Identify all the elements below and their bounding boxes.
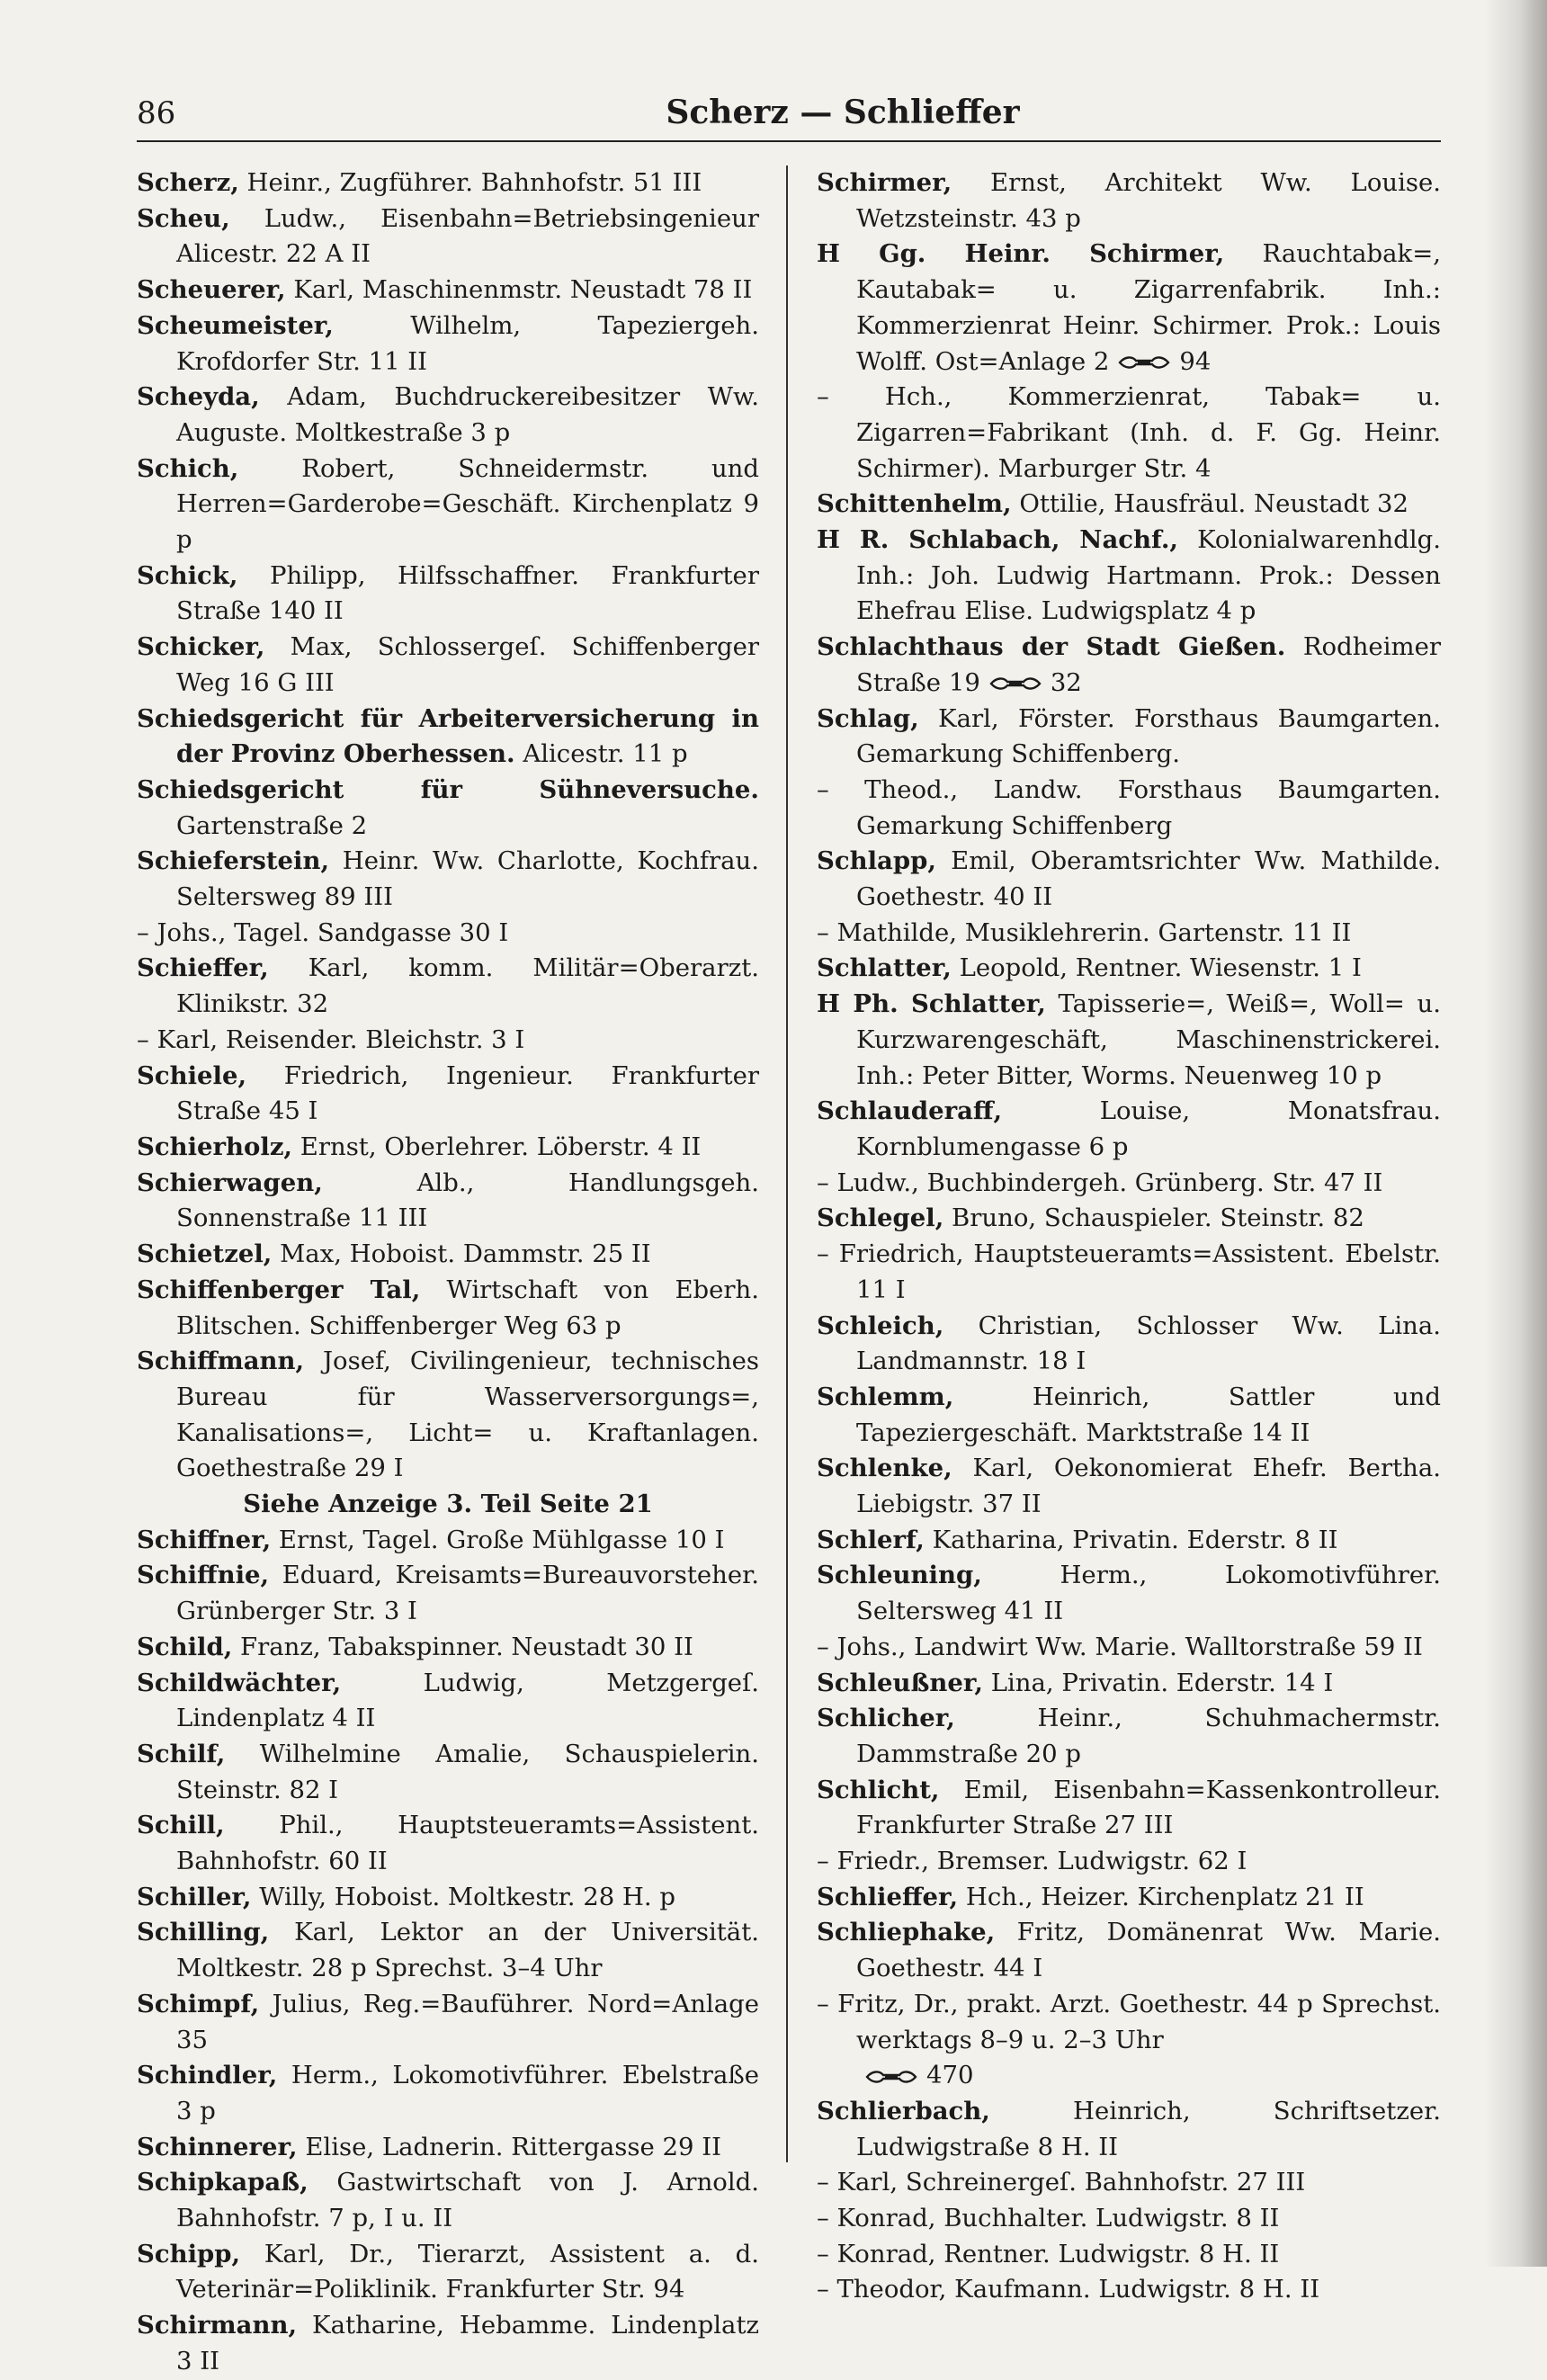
entry-details: Alicestr. 11 p [523,739,688,769]
running-head: Scherz — Schlieffer [666,94,1020,131]
directory-entry [137,2308,759,2379]
left-column [137,166,759,2380]
directory-entry [137,1059,759,1130]
entry-name: Schilling, [137,1918,270,1947]
phone-number: 32 [1050,667,1082,697]
entry-details: Philipp, Hilfsschaffner. Frankfurter Straße 140 II [176,560,759,626]
entry-details: Adam, Buchdruckereibesitzer Ww. Auguste. Moltkestraße 3 p [176,382,759,447]
entry-name: Schimpf, [137,1989,260,2018]
directory-entry [817,702,1441,773]
entry-name: Schlieffer, [817,1882,959,1911]
directory-entry [817,487,1441,523]
telephone-icon [865,2069,917,2085]
entry-details: – Johs., Tagel. Sandgasse 30 I [137,917,509,947]
directory-entry [137,1558,759,1629]
entry-name: Schiffenberger Tal, [137,1275,421,1304]
entry-name: Schliephake, [817,1918,996,1947]
entry-details: Katharine, Hebamme. Lindenplatz 3 II [176,2311,759,2376]
entry-name: Schleich, [817,1311,944,1340]
directory-entry [137,916,759,952]
entry-details: Leopold, Rentner. Wiesenstr. 1 I [959,953,1362,983]
entry-name: Schlachthaus der Stadt Gießen. [817,632,1286,662]
directory-entry [817,2165,1441,2201]
directory-entry [137,559,759,630]
entry-details: Tapisserie=, Weiß=, Woll= u. Kurzwarengeschäft, Maschinenstrickerei. Inh.: Peter Bitter, Worms. Neuenweg 10 p [856,989,1441,1090]
directory-entry [817,1915,1441,1986]
entry-details: Max, Schlossergeſ. Schiffenberger Weg 16 G III [176,632,759,697]
directory-entry [817,987,1441,1094]
entry-name: Schill, [137,1811,225,1840]
entry-details: – Friedrich, Hauptsteueramts=Assistent. Ebelstr. 11 I [817,1239,1441,1304]
entry-details: Louise, Monatsfrau. Kornblumengasse 6 p [856,1096,1441,1161]
entry-details: Alb., Handlungsgeh. Sonnenstraße 11 III [176,1168,759,1233]
entry-name: Schierholz, [137,1132,293,1161]
entry-details: – Fritz, Dr., prakt. Arzt. Goethestr. 44 p Sprechst. werktags 8–9 u. 2–3 Uhr [817,1989,1441,2054]
entry-details: Rodheimer Straße 19 [856,632,1441,697]
directory-entry [817,1523,1441,1559]
directory-entry [137,201,759,273]
directory-entry [137,1666,759,1737]
entry-details: Siehe Anzeige 3. Teil Seite 21 [243,1490,653,1519]
entry-name: Scheyda, [137,382,260,412]
entry-details: – Konrad, Buchhalter. Ludwigstr. 8 II [817,2204,1280,2233]
directory-entry [817,1666,1441,1702]
directory-entry [137,844,759,915]
directory-entry [817,2094,1441,2165]
directory-entry [137,630,759,701]
directory-entry [817,951,1441,987]
entry-details: Heinr., Zugführer. Bahnhofstr. 51 III [246,168,702,197]
directory-entry [137,1023,759,1059]
directory-entry [137,1737,759,1808]
directory-entry [817,1558,1441,1629]
entry-name: Scheumeister, [137,310,334,340]
directory-entry [137,1130,759,1166]
directory-entry [137,1808,759,1879]
page-number: 86 [137,95,176,131]
directory-entry [137,1344,759,1487]
entry-details: Robert, Schneidermstr. und Herren=Garderobe=Geschäft. Kirchenplatz 9 p [176,453,759,555]
entry-name: Schlierbach, [817,2096,990,2125]
entry-details: Ernst, Oberlehrer. Löberstr. 4 II [300,1132,702,1161]
directory-entry [137,951,759,1022]
directory-entry [137,2130,759,2166]
entry-name: Schindler, [137,2061,278,2090]
directory-entry [817,1987,1441,2094]
entry-details: Ludwig, Metzgergeſ. Lindenplatz 4 II [176,1668,759,1733]
entry-name: Schlicht, [817,1775,940,1804]
entry-details: Karl, Dr., Tierarzt, Assistent a. d. Veterinär=Poliklinik. Frankfurter Str. 94 [176,2239,759,2304]
directory-entry [137,380,759,451]
entry-name: Schlemm, [817,1382,954,1411]
directory-entry [817,1201,1441,1237]
entry-name: Schieferstein, [137,846,330,876]
entry-details: Rauchtabak=, Kautabak= u. Zigarrenfabrik. Inh.: Kommerzienrat Heinr. Schirmer. Prok.: Louis Wolff. Ost=Anlage 2 [856,239,1441,376]
entry-name: Schild, [137,1632,233,1661]
directory-entry [137,2165,759,2236]
entry-details: Wilhelm, Tapeziergeh. Krofdorfer Str. 11 II [176,310,759,376]
entry-details: Max, Hoboist. Dammstr. 25 II [280,1239,651,1269]
entry-name: Schleußner, [817,1668,983,1697]
directory-entry [137,2237,759,2308]
entry-details: Lina, Privatin. Ederstr. 14 I [990,1668,1334,1697]
directory-entry [137,1523,759,1559]
entry-name: Schick, [137,560,238,590]
telephone-icon [989,676,1042,692]
entry-details: Karl, Maschinenmstr. Neustadt 78 II [293,275,753,305]
directory-entry [137,2058,759,2129]
entry-name: Schich, [137,453,239,483]
directory-entry [817,630,1441,701]
entry-details: Willy, Hoboist. Moltkestr. 28 H. p [259,1882,675,1911]
directory-entry [137,273,759,309]
entry-details: Bruno, Schauspieler. Steinstr. 82 [952,1203,1364,1233]
directory-entry [137,1273,759,1344]
directory-entry [817,2272,1441,2308]
entry-details: Emil, Eisenbahn=Kassenkontrolleur. Frankfurter Straße 27 III [856,1775,1441,1840]
advertisement-note [137,1487,759,1523]
directory-entry [817,1166,1441,1202]
entry-details: Christian, Schlosser Ww. Lina. Landmannstr. 18 I [856,1311,1441,1376]
entry-details: Ottilie, Hausfräul. Neustadt 32 [1019,489,1409,519]
directory-entry [137,1987,759,2058]
entry-details: Wilhelmine Amalie, Schauspielerin. Steinstr. 82 I [176,1739,759,1804]
directory-entry [817,1701,1441,1772]
entry-details: Ernst, Tagel. Große Mühlgasse 10 I [278,1525,725,1554]
entry-details: Julius, Reg.=Bauführer. Nord=Anlage 35 [176,1989,759,2054]
directory-entry [817,1630,1441,1666]
entry-name: Schiedsgericht für Sühneversuche. [137,774,759,804]
entry-name: Schiller, [137,1882,252,1911]
entry-name: Schiffmann, [137,1347,305,1376]
entry-details: Josef, Civilingenieur, technisches Bureau für Wasserversorgungs=, Kanalisations=, Licht= u. Kraftanlagen. Goethestraße 29 I [176,1347,759,1483]
entry-details: Herm., Lokomotivführer. Ebelstraße 3 p [176,2061,759,2125]
entry-details: Gastwirtschaft von J. Arnold. Bahnhofstr. 7 p, I u. II [176,2168,759,2233]
entry-details: Karl, Lektor an der Universität. Moltkestr. 28 p Sprechst. 3–4 Uhr [176,1918,759,1983]
entry-name: Scheu, [137,203,230,233]
directory-entry [137,702,759,773]
entry-details: Emil, Oberamtsrichter Ww. Mathilde. Goethestr. 40 II [856,846,1441,912]
entry-name: Schirmann, [137,2311,298,2340]
entry-details: – Friedr., Bremser. Ludwigstr. 62 I [817,1847,1247,1876]
entry-details: Heinrich, Schriftsetzer. Ludwigstraße 8 H. II [856,2096,1441,2161]
entry-details: – Mathilde, Musiklehrerin. Gartenstr. 11 II [817,917,1352,947]
directory-entry [817,844,1441,915]
entry-name: Schildwächter, [137,1668,342,1697]
entry-name: Schipp, [137,2239,241,2268]
entry-details: – Theodor, Kaufmann. Ludwigstr. 8 H. II [817,2275,1320,2304]
entry-details: Heinr. Ww. Charlotte, Kochfrau. Seltersweg 89 III [176,846,759,912]
entry-name: Schiffner, [137,1525,272,1554]
entry-name: Schinnerer, [137,2132,298,2161]
entry-name: Schietzel, [137,1239,273,1269]
entry-name: Schlerf, [817,1525,925,1554]
directory-entry [137,1630,759,1666]
entry-name: Schieffer, [137,953,269,983]
entry-details: Fritz, Domänenrat Ww. Marie. Goethestr. 44 I [856,1918,1441,1983]
entry-details: Phil., Hauptsteueramts=Assistent. Bahnhofstr. 60 II [176,1811,759,1876]
directory-entry [817,1309,1441,1380]
entry-name: Schirmer, [817,168,952,197]
entry-name: Schiele, [137,1060,247,1090]
entry-details: Wirtschaft von Eberh. Blitschen. Schiffenberger Weg 63 p [176,1275,759,1340]
directory-entry [817,166,1441,237]
entry-name: H Ph. Schlatter, [817,989,1046,1019]
entry-name: Schlauderaff, [817,1096,1003,1126]
entry-details: – Karl, Reisender. Bleichstr. 3 I [137,1024,525,1054]
entry-details: Franz, Tabakspinner. Neustadt 30 II [240,1632,693,1661]
entry-details: Karl, Förster. Forsthaus Baumgarten. Gemarkung Schiffenberg. [856,703,1441,769]
directory-entry [817,237,1441,380]
entry-name: Schlegel, [817,1203,944,1233]
entry-details: Elise, Ladnerin. Rittergasse 29 II [305,2132,721,2161]
entry-details: Ernst, Architekt Ww. Louise. Wetzsteinstr. 43 p [856,168,1442,233]
directory-entry [817,1844,1441,1880]
entry-details: Karl, komm. Militär=Oberarzt. Klinikstr. 32 [176,953,759,1019]
entry-name: Schipkapaß, [137,2168,309,2197]
directory-entry [817,523,1441,630]
entry-details: Hch., Heizer. Kirchenplatz 21 II [965,1882,1364,1911]
directory-entry [817,1380,1441,1451]
entry-details: – Hch., Kommerzienrat, Tabak= u. Zigarren=Fabrikant (Inh. d. F. Gg. Heinr. Schirmer). Marburger Str. 4 [817,382,1441,483]
entry-name: Schiffnie, [137,1561,270,1590]
entry-details: Herm., Lokomotivführer. Seltersweg 41 II [856,1561,1441,1626]
telephone-icon [1118,354,1170,371]
phone-number: 470 [926,2061,974,2090]
entry-name: Scheuerer, [137,275,286,305]
directory-entry [137,1237,759,1273]
page-header [137,90,1441,142]
directory-entry [137,309,759,380]
entry-details: Ludw., Eisenbahn=Betriebsingenieur Alicestr. 22 A II [176,203,759,269]
directory-entry [137,1166,759,1237]
entry-details: Katharina, Privatin. Ederstr. 8 II [932,1525,1338,1554]
phone-number: 94 [1179,346,1212,376]
directory-entry [817,2237,1441,2273]
directory-entry [817,916,1441,952]
directory-entry [817,1880,1441,1916]
entry-details: – Theod., Landw. Forsthaus Baumgarten. Gemarkung Schiffenberg [817,774,1441,840]
entry-details: – Karl, Schreinergeſ. Bahnhofstr. 27 III [817,2168,1306,2197]
entry-name: Scherz, [137,168,239,197]
entry-details: – Johs., Landwirt Ww. Marie. Walltorstraße 59 II [817,1632,1423,1661]
entry-details: Gartenstraße 2 [176,810,368,840]
directory-entry [817,380,1441,487]
entry-name: Schlatter, [817,953,952,983]
entry-name: H R. Schlabach, Nachf., [817,525,1178,555]
entry-details: Karl, Oekonomierat Ehefr. Bertha. Liebigstr. 37 II [856,1454,1441,1519]
entry-details: Friedrich, Ingenieur. Frankfurter Straße 45 I [176,1060,759,1126]
entry-details: – Konrad, Rentner. Ludwigstr. 8 H. II [817,2239,1280,2268]
book-spine-shadow [1484,0,1547,2267]
entry-details: Eduard, Kreisamts=Bureauvorsteher. Grünberger Str. 3 I [176,1561,759,1626]
entry-name: Schicker, [137,632,265,662]
column-divider [786,166,788,2162]
directory-entry [817,2201,1441,2237]
entry-name: Schlag, [817,703,919,733]
entry-details: Heinrich, Sattler und Tapeziergeschäft. Marktstraße 14 II [856,1382,1441,1447]
entry-details: Kolonialwarenhdlg. Inh.: Joh. Ludwig Hartmann. Prok.: Dessen Ehefrau Elise. Ludwigsplatz 4 p [856,525,1441,626]
entry-name: Schlenke, [817,1454,952,1483]
entry-name: Schiedsgericht für Arbeiterversicherung in der Provinz Oberhessen. [137,703,759,769]
directory-entry [137,166,759,201]
entry-name: Schleuning, [817,1561,982,1590]
entry-details: – Ludw., Buchbindergeh. Grünberg. Str. 47 II [817,1168,1383,1197]
directory-entry [817,1237,1441,1308]
directory-entry [137,452,759,559]
directory-entry [137,1915,759,1986]
directory-entry [817,1773,1441,1844]
entry-name: Schittenhelm, [817,489,1012,519]
directory-entry [137,773,759,844]
entry-name: H Gg. Heinr. Schirmer, [817,239,1225,269]
entry-name: Schierwagen, [137,1168,323,1197]
directory-entry [817,773,1441,844]
entry-details: Heinr., Schuhmachermstr. Dammstraße 20 p [856,1704,1441,1768]
right-column [817,166,1441,2308]
directory-entry [817,1451,1441,1522]
entry-name: Schlicher, [817,1704,955,1733]
directory-entry [137,1880,759,1916]
entry-name: Schlapp, [817,846,936,876]
directory-entry [817,1094,1441,1165]
entry-name: Schilf, [137,1739,226,1768]
